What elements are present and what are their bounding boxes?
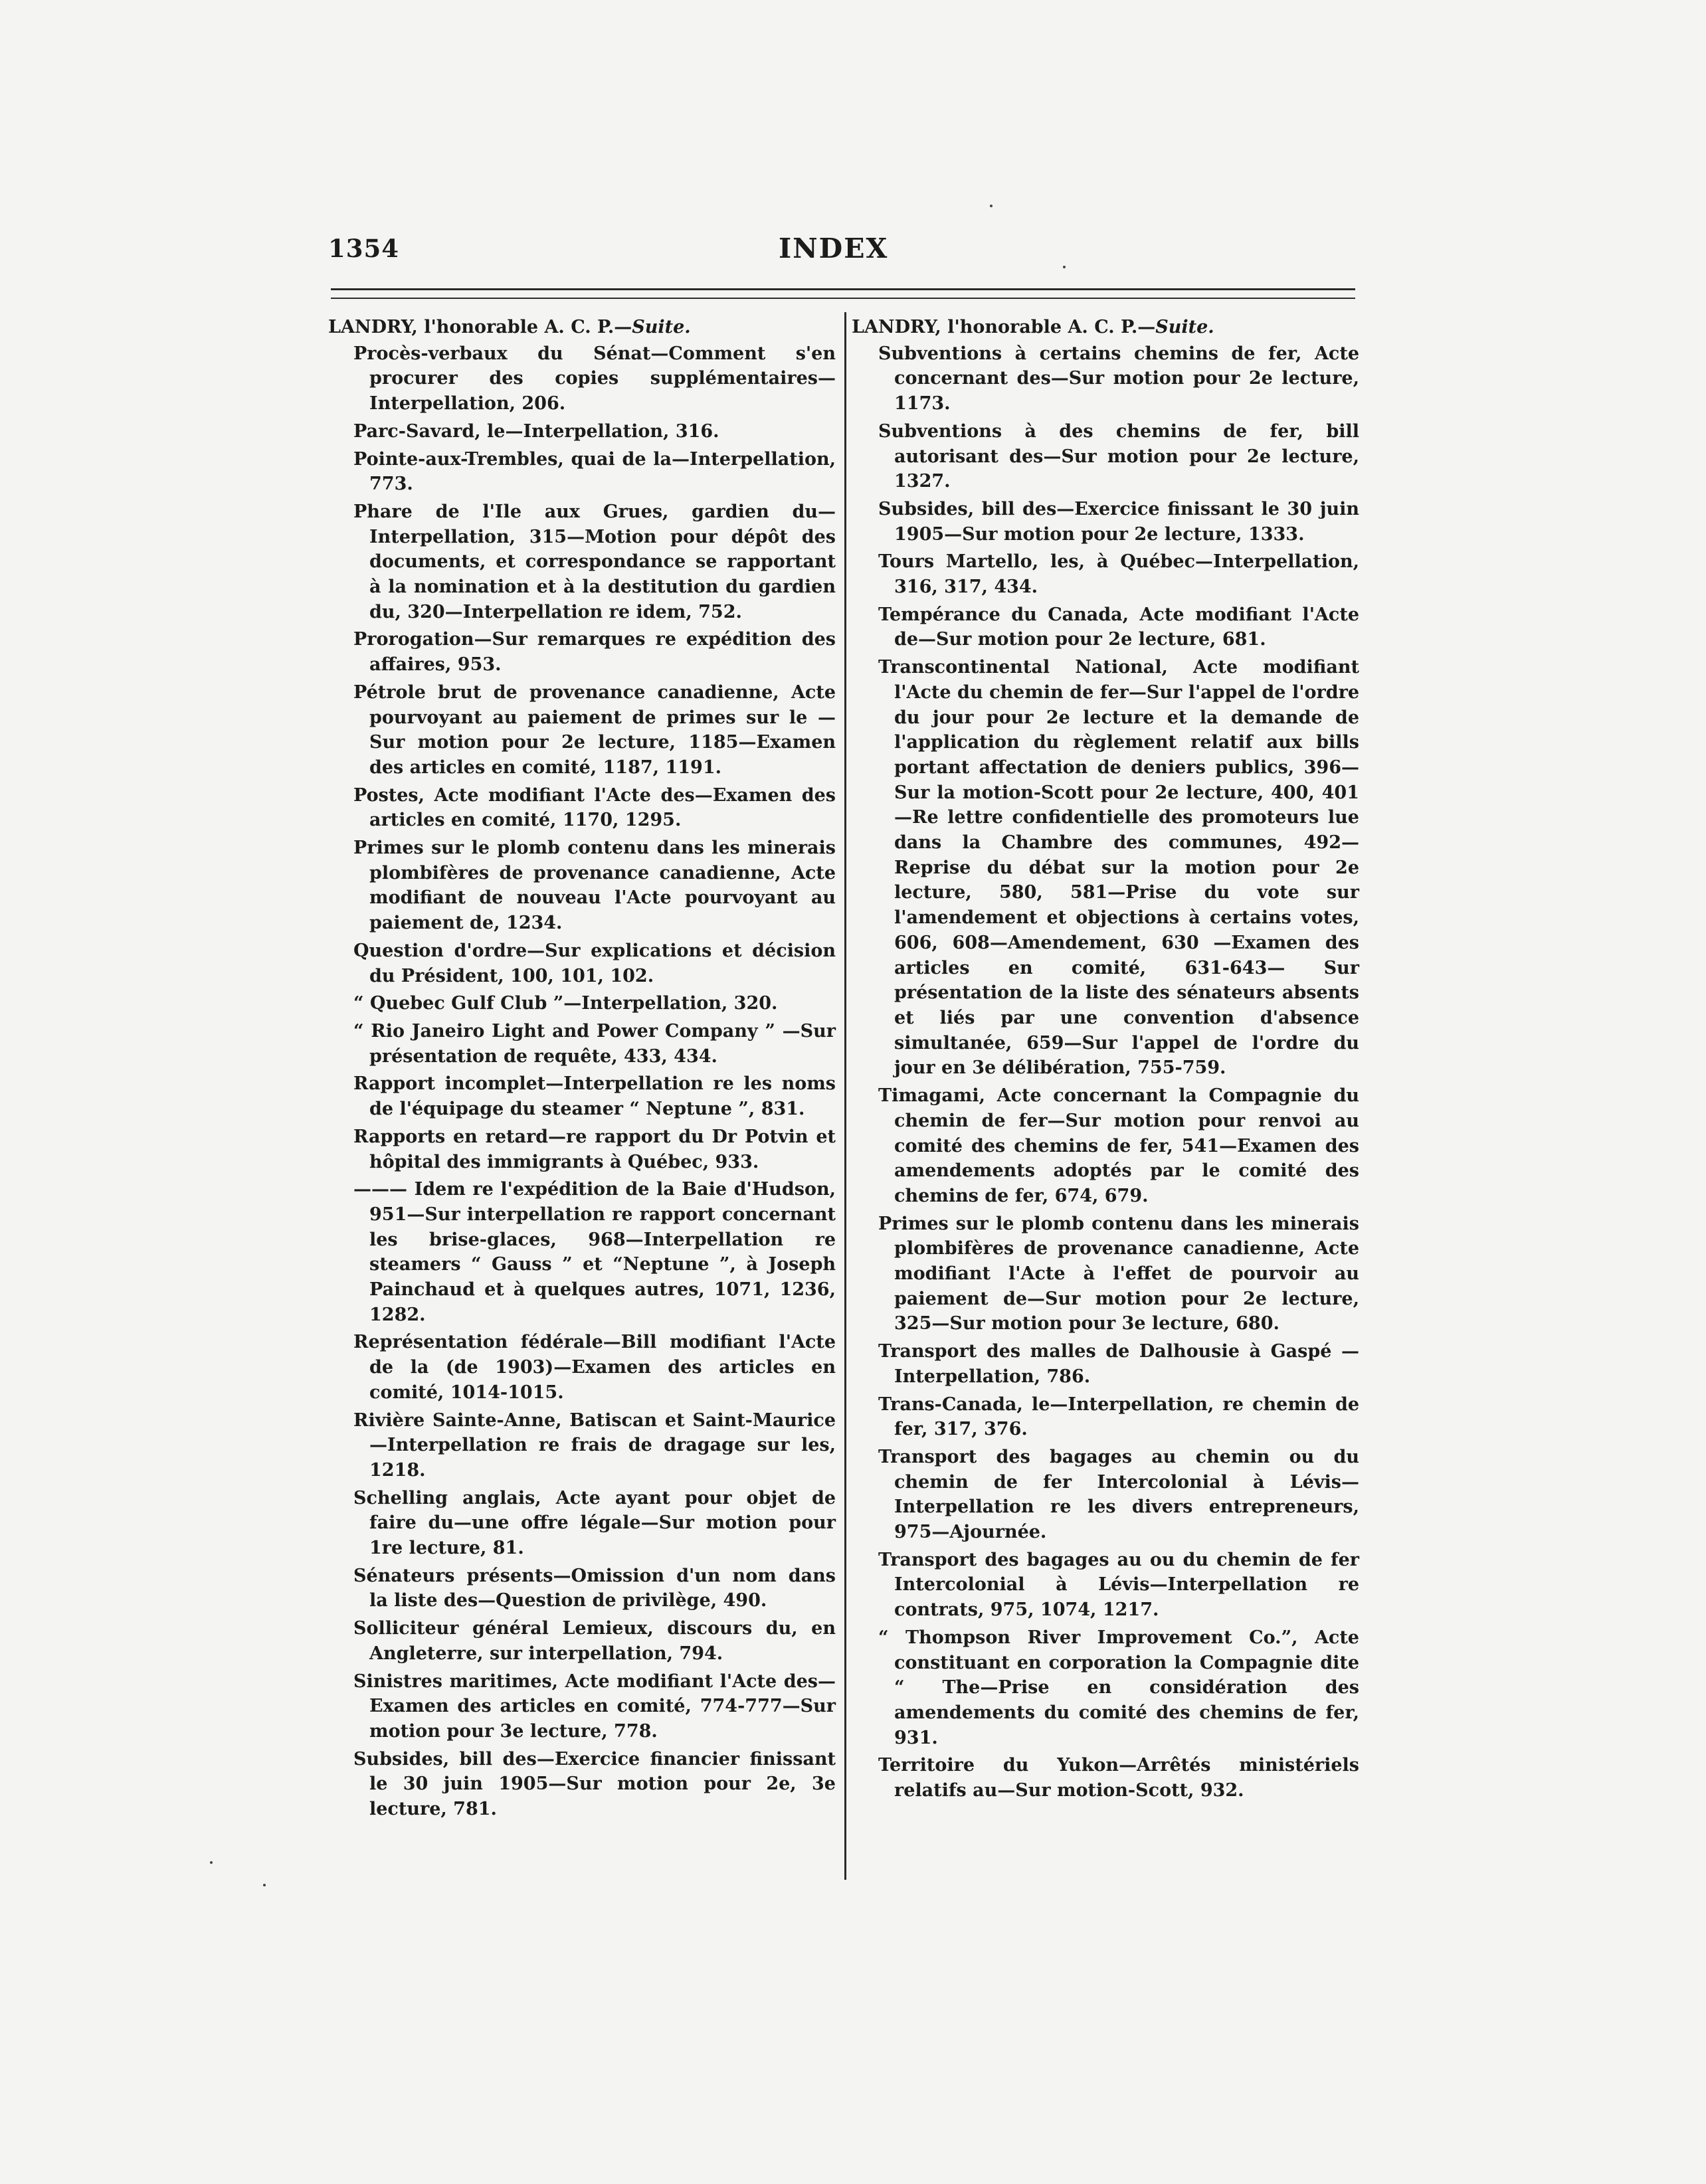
- index-entry: Sénateurs présents—Omission d'un nom dans la liste des—Question de privilège, 490.: [353, 1565, 836, 1611]
- index-entry: Représentation fédérale—Bill modifiant l'Acte de la (de 1903)—Examen des articles en comité, 1014-1015.: [353, 1332, 836, 1403]
- entry-list: [852, 341, 1359, 1803]
- scan-speck: [990, 205, 993, 207]
- index-entry: Timagami, Acte concernant la Compagnie du chemin de fer—Sur motion pour renvoi au comité des chemins de fer, 541—Examen des amendements adoptés par le comité des chemins de fer, 674, 679.: [878, 1085, 1359, 1206]
- index-entry: Pointe-aux-Trembles, quai de la—Interpellation, 773.: [353, 448, 836, 495]
- index-entry: “ Thompson River Improvement Co.”, Acte constituant en corporation la Compagnie dite “ The—Prise en considération des amendements du comité des chemins de fer, 931.: [878, 1627, 1359, 1748]
- index-entry: Prorogation—Sur remarques re expédition des affaires, 953.: [353, 629, 836, 676]
- index-entry: Primes sur le plomb contenu dans les minerais plombifères de provenance canadienne, Acte modifiant l'Acte à l'effet de pourvoir au paiement de—Sur motion pour 2e lecture, 325—Sur motion pour 3e lecture, 680.: [878, 1213, 1359, 1334]
- entry-list: [328, 341, 836, 1822]
- index-entry: Tours Martello, les, à Québec—Interpellation, 316, 317, 434.: [878, 551, 1359, 598]
- scan-speck: [1063, 266, 1066, 268]
- index-entry: Procès-verbaux du Sénat—Comment s'en procurer des copies supplémentaires—Interpellation, 206.: [353, 343, 836, 414]
- index-entry: Phare de l'Ile aux Grues, gardien du—Interpellation, 315—Motion pour dépôt des documents, et correspondance se rapportant à la nomination et à la destitution du gardien du, 320—Interpellation re idem, 752.: [353, 501, 836, 622]
- page-title: INDEX: [779, 232, 889, 264]
- index-entry: Rapport incomplet—Interpellation re les noms de l'équipage du steamer “ Neptune ”, 831.: [353, 1073, 836, 1120]
- index-entry: ——— Idem re l'expédition de la Baie d'Hudson, 951—Sur interpellation re rapport concernant les brise-glaces, 968—Interpellation re steamers “ Gauss ” et “Neptune ”, à Joseph Painchaud et à quelques autres, 1071, 1236, 1282.: [353, 1179, 836, 1325]
- index-entry: Transcontinental National, Acte modifiant l'Acte du chemin de fer—Sur l'appel de l'ordre du jour pour 2e lecture et la demande de l'application du règlement relatif aux bills portant affectation de deniers publics, 396—Sur la motion-Scott pour 2e lecture, 400, 401—Re lettre confidentielle des promoteurs lue dans la Chambre des communes, 492—Reprise du débat sur la motion pour 2e lecture, 580, 581—Prise du vote sur l'amendement et objections à certains votes, 606, 608—Amendement, 630 —Examen des articles en comité, 631-643— Sur présentation de la liste des sénateurs absents et liés par une convention d'absence simultanée, 659—Sur l'appel de l'ordre du jour en 3e délibération, 755-759.: [878, 657, 1359, 1079]
- index-entry: Question d'ordre—Sur explications et décision du Président, 100, 101, 102.: [353, 940, 836, 986]
- index-entry: Schelling anglais, Acte ayant pour objet de faire du—une offre légale—Sur motion pour 1re lecture, 81.: [353, 1487, 836, 1559]
- index-entry: Postes, Acte modifiant l'Acte des—Examen des articles en comité, 1170, 1295.: [353, 784, 836, 831]
- index-entry: Rapports en retard—re rapport du Dr Potvin et hôpital des immigrants à Québec, 933.: [353, 1126, 836, 1172]
- index-entry: Subventions à des chemins de fer, bill autorisant des—Sur motion pour 2e lecture, 1327.: [878, 420, 1359, 492]
- index-entry: Tempérance du Canada, Acte modifiant l'Acte de—Sur motion pour 2e lecture, 681.: [878, 604, 1359, 650]
- left-column: [328, 315, 836, 1825]
- heading-suite: Suite.: [1155, 317, 1214, 337]
- header-rule-top: [331, 288, 1355, 290]
- index-entry: Transport des bagages au chemin ou du chemin de fer Intercolonial à Lévis—Interpellation re les divers entrepreneurs, 975—Ajournée.: [878, 1446, 1359, 1543]
- index-entry: Trans-Canada, le—Interpellation, re chemin de fer, 317, 376.: [878, 1394, 1359, 1440]
- heading-name: LANDRY, l'honorable A. C. P.: [328, 317, 615, 337]
- index-entry: Territoire du Yukon—Arrêtés ministériels relatifs au—Sur motion-Scott, 932.: [878, 1755, 1359, 1801]
- page-number: 1354: [328, 234, 399, 263]
- scan-speck: [263, 1884, 266, 1886]
- index-entry: Parc-Savard, le—Interpellation, 316.: [353, 420, 719, 442]
- index-entry: Subsides, bill des—Exercice financier finissant le 30 juin 1905—Sur motion pour 2e, 3e lecture, 781.: [353, 1748, 836, 1820]
- index-entry: Solliciteur général Lemieux, discours du, en Angleterre, sur interpellation, 794.: [353, 1618, 836, 1664]
- right-column: [852, 315, 1359, 1806]
- index-entry: Primes sur le plomb contenu dans les minerais plombifères de provenance canadienne, Acte modifiant de nouveau l'Acte pourvoyant au paiement de, 1234.: [353, 838, 836, 934]
- index-entry: Sinistres maritimes, Acte modifiant l'Acte des—Examen des articles en comité, 774-777—Sur motion pour 3e lecture, 778.: [353, 1671, 836, 1742]
- heading-name: LANDRY, l'honorable A. C. P.: [852, 317, 1138, 337]
- column-divider: [844, 312, 846, 1880]
- scan-speck: [210, 1861, 213, 1864]
- index-entry: Subsides, bill des—Exercice finissant le 30 juin 1905—Sur motion pour 2e lecture, 1333.: [878, 498, 1359, 545]
- index-entry: Pétrole brut de provenance canadienne, Acte pourvoyant au paiement de primes sur le —Sur motion pour 2e lecture, 1185—Examen des articles en comité, 1187, 1191.: [353, 682, 836, 778]
- index-entry: Subventions à certains chemins de fer, Acte concernant des—Sur motion pour 2e lecture, 1173.: [878, 343, 1359, 414]
- index-entry: Transport des malles de Dalhousie à Gaspé —Interpellation, 786.: [878, 1341, 1359, 1387]
- index-entry: “ Quebec Gulf Club ”—Interpellation, 320.: [353, 993, 778, 1014]
- index-entry: “ Rio Janeiro Light and Power Company ” —Sur présentation de requête, 433, 434.: [353, 1020, 836, 1067]
- index-entry: Rivière Sainte-Anne, Batiscan et Saint-Maurice—Interpellation re frais de dragage sur les, 1218.: [353, 1410, 836, 1481]
- index-entry: Transport des bagages au ou du chemin de fer Intercolonial à Lévis—Interpellation re contrats, 975, 1074, 1217.: [878, 1549, 1359, 1621]
- heading-suite: Suite.: [632, 317, 691, 337]
- column-heading: LANDRY, l'honorable A. C. P.—Suite.: [852, 317, 1214, 337]
- header-rule-bottom: [331, 298, 1355, 299]
- column-heading: LANDRY, l'honorable A. C. P.—Suite.: [328, 317, 691, 337]
